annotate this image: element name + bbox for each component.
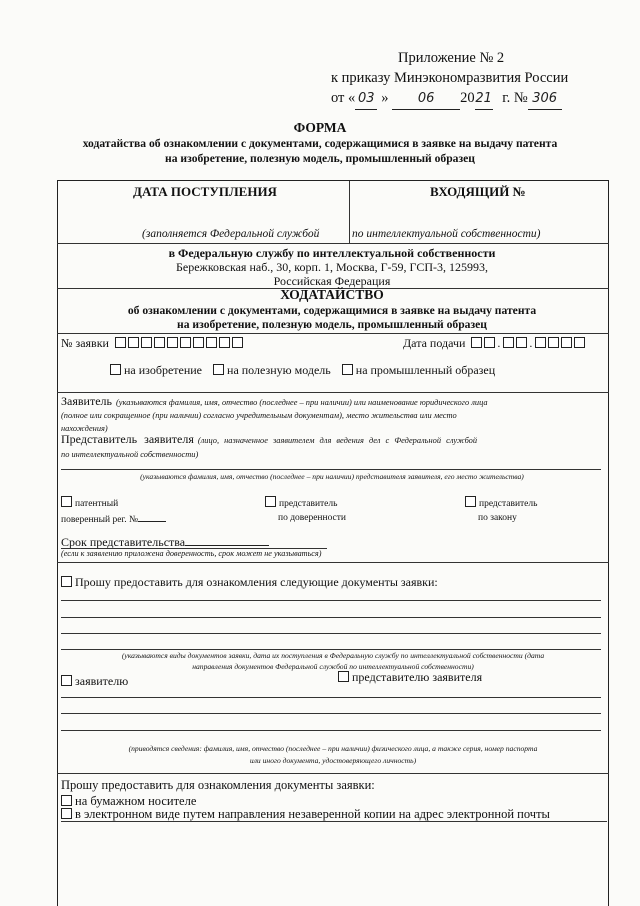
delivery-electronic-checkbox[interactable] [61,808,72,819]
petition-bottom [57,333,609,334]
person-note [57,743,609,767]
delivery-electronic-label: в электронном виде путем направления незаверенной копии на адрес электронной почты [75,807,550,821]
digit-box[interactable] [206,337,217,348]
recipient-applicant-option [61,674,128,689]
order-month: 06 [392,89,460,110]
applicant-block [61,394,603,435]
applicant-label: Заявитель [61,394,112,408]
filled-by-left: (заполняется Федеральной службой [142,228,320,240]
recipient-representative-label: представителю заявителя [352,670,483,684]
year-word: г. № [502,90,528,106]
form-title-line1: ходатайства об ознакомлении с документами, содержащимися в заявке на выдачу патента [82,137,558,150]
utility-model-checkbox[interactable] [213,364,224,375]
delivery-paper-checkbox[interactable] [61,795,72,806]
person-note-2: или иного документа, удостоверяющего личность) [249,756,417,765]
documents-line-1[interactable] [61,600,601,601]
documents-line-2[interactable] [61,617,601,618]
invention-checkbox[interactable] [110,364,121,375]
petition-line1: об ознакомлении с документами, содержащимися в заявке на выдачу патента [127,304,537,317]
order-number: 306 [528,89,562,110]
email-line[interactable] [61,821,607,822]
petition-title: ХОДАТАЙСТВО [280,287,384,302]
form-label: ФОРМА [293,120,347,135]
patent-attorney-reg-label: поверенный рег. № [61,515,139,525]
filled-by-right: по интеллектуальной собственности) [352,228,541,240]
person-note-1: (приводятся сведения: фамилия, имя, отчество (последнее – при наличии) физического лица, а также серия, номер паспорта [128,744,538,753]
addressee-line1: в Федеральную службу по интеллектуальной собственности [168,246,496,260]
representative-note: (лицо, назначенное заявителем для ведения дел с Федеральной службой [197,436,478,445]
digit-box[interactable] [484,337,495,348]
filing-date-boxes[interactable]: . . [471,336,587,350]
proxy-checkbox[interactable] [265,496,276,507]
recipient-applicant-checkbox[interactable] [61,675,72,686]
documents-note [57,650,609,672]
legal-rep-label-2: по закону [478,513,517,523]
patent-attorney-checkbox[interactable] [61,496,72,507]
appendix-title: Приложение № 2 [398,50,505,66]
digit-box[interactable] [232,337,243,348]
person-line-2[interactable] [61,713,601,714]
digit-box[interactable] [128,337,139,348]
proxy-label: представитель [279,499,338,509]
addressee-line3: Российская Федерация [273,274,391,288]
term-label: Срок представительства [61,535,186,549]
patent-attorney-option [61,496,166,527]
proxy-label-2: по доверенности [278,513,347,523]
digit-box[interactable] [535,337,546,348]
documents-note-2: направления документов Федеральной службой по интеллектуальной собственности) [192,662,474,671]
digit-box[interactable] [548,337,559,348]
representative-fio-line[interactable] [61,469,601,470]
delivery-request: Прошу предоставить для ознакомления документы заявки: [61,778,375,792]
application-number-row [61,336,245,351]
documents-request-label: Прошу предоставить для ознакомления следующие документы заявки: [75,575,438,589]
delivery-paper-label: на бумажном носителе [75,794,197,808]
term-field[interactable] [185,533,269,546]
proxy-option [265,496,346,525]
documents-line-3[interactable] [61,633,601,634]
industrial-design-checkbox[interactable] [342,364,353,375]
invention-label: на изобретение [124,363,203,377]
order-year: 21 [475,89,493,110]
digit-box[interactable] [180,337,191,348]
delivery-electronic-option [61,807,550,822]
patent-attorney-label: патентный [75,499,119,509]
form-title-line2: на изобретение, полезную модель, промышленный образец [165,152,475,165]
representative-fio-note: (указываются фамилия, имя, отчество (последнее – при наличии) представителя заявителя, его место жительства) [140,472,524,481]
utility-model-label: на полезную модель [227,363,331,377]
incoming-number-label: ВХОДЯЩИЙ № [430,184,526,199]
date-prefix: от « [331,90,356,106]
representative-label: Представитель заявителя [61,432,194,446]
applicant-note-3: нахождения) [61,424,108,433]
documents-bottom [57,773,609,774]
digit-box[interactable] [219,337,230,348]
recipient-representative-checkbox[interactable] [338,671,349,682]
applicant-note: (указываются фамилия, имя, отчество (последнее – при наличии) или наименование юридического лица [115,398,488,407]
documents-request-row [61,575,438,590]
digit-box[interactable] [193,337,204,348]
legal-rep-checkbox[interactable] [465,496,476,507]
digit-box[interactable] [503,337,514,348]
documents-note-1: (указываются виды документов заявки, дата их поступления в Федеральную службу по интеллектуальной собственности (дата [121,651,545,660]
appendix-date-line [300,88,620,110]
patent-attorney-reg-field[interactable] [138,511,166,522]
term-note: (если к заявлению приложена доверенность, срок может не указываться) [61,548,327,558]
person-line-1[interactable] [61,697,601,698]
legal-rep-label: представитель [479,499,538,509]
order-day: 03 [355,89,377,110]
documents-request-checkbox[interactable] [61,576,72,587]
year-prefix: 20 [460,90,475,106]
object-type-row [110,363,495,378]
digit-box[interactable] [141,337,152,348]
petition-line2: на изобретение, полезную модель, промышленный образец [177,318,487,331]
application-number-boxes[interactable] [115,336,245,350]
digit-box[interactable] [471,337,482,348]
representative-bottom [57,562,609,563]
digit-box[interactable] [154,337,165,348]
appendix-order: к приказу Минэкономразвития России [331,70,569,86]
filing-date-row [403,336,587,351]
application-number-label: № заявки [61,336,109,350]
representative-note-2: по интеллектуальной собственности) [61,450,199,459]
appendix-block [300,48,620,110]
date-received-label: ДАТА ПОСТУПЛЕНИЯ [133,184,277,199]
date-close: » [381,90,389,106]
applicant-note-2: (полное или сокращенное (при наличии) согласно учредительным документам), место жительства или место [61,411,457,420]
representative-block [61,432,603,462]
top-table-bottom [57,243,609,244]
digit-box[interactable] [167,337,178,348]
digit-box[interactable] [115,337,126,348]
legal-rep-option [465,496,537,525]
digit-box[interactable] [574,337,585,348]
digit-box[interactable] [561,337,572,348]
industrial-design-label: на промышленный образец [355,363,496,377]
filing-date-label: Дата подачи [403,336,466,350]
object-type-bottom [57,392,609,393]
recipient-representative-option [338,670,482,685]
recipient-applicant-label: заявителю [75,674,129,688]
digit-box[interactable] [516,337,527,348]
person-line-3[interactable] [61,730,601,731]
addressee-line2: Бережковская наб., 30, корп. 1, Москва, Г-59, ГСП-3, 125993, [175,260,488,274]
